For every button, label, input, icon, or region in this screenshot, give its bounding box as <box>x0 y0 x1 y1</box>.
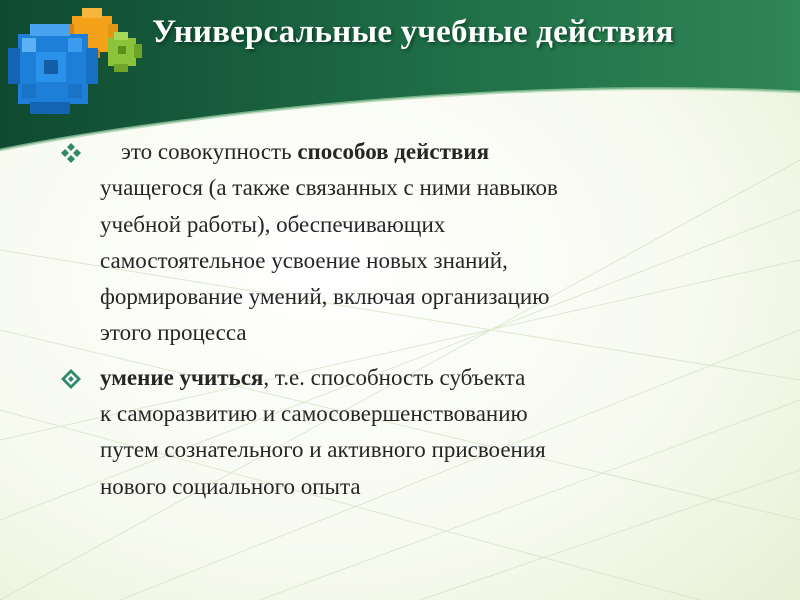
bullet-line: нового социального опыта <box>100 473 361 499</box>
bullet-line: формирование умений, включая организацию <box>100 284 550 310</box>
bullet-line: учебной работы), обеспечивающих <box>100 211 446 237</box>
line-bold-text: способов действия <box>297 139 490 164</box>
diamond-bullet-icon <box>60 142 82 164</box>
bullet-line: самостоятельное усвоение новых знаний, <box>100 247 508 273</box>
bullet-line: учащегося (а также связанных с ними навыков <box>100 175 558 201</box>
bullet-text <box>100 360 760 505</box>
bullet-line <box>100 134 760 170</box>
line-text: это совокупность <box>121 139 298 164</box>
bullet-item <box>60 360 760 505</box>
bullet-line: к саморазвитию и самосовершенствованию <box>100 401 528 427</box>
bullet-line: этого процесса <box>100 320 247 346</box>
slide-title: Универсальные учебные действия <box>152 14 674 50</box>
line-text: , т.е. способность субъекта <box>263 364 526 390</box>
slide-content <box>60 134 760 513</box>
bullet-item <box>60 134 760 352</box>
bullet-line <box>100 360 760 396</box>
puzzle-cubes-icon <box>0 0 160 130</box>
bullet-line: путем сознательного и активного присвоения <box>100 437 546 463</box>
diamond-bullet-icon <box>60 368 82 390</box>
bullet-text <box>100 134 760 352</box>
line-bold-text: умение учиться <box>100 364 264 390</box>
